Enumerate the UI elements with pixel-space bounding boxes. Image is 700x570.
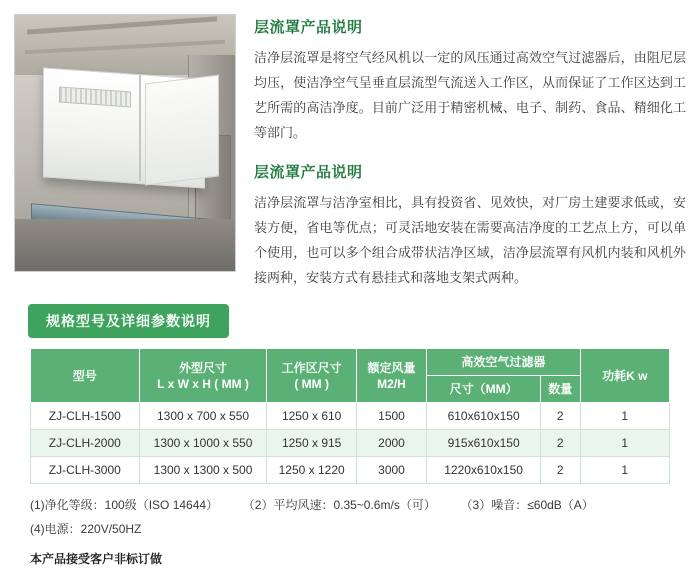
cell-power: 1 <box>580 403 670 430</box>
cell-filter-qty: 2 <box>541 430 580 457</box>
cell-power: 1 <box>580 457 670 484</box>
th-filter-group: 高效空气过滤器 <box>427 349 580 376</box>
cell-model: ZJ-CLH-1500 <box>31 403 140 430</box>
laminar-flow-hood-photo <box>14 14 236 272</box>
cell-outer-size: 1300 x 1300 x 500 <box>139 457 267 484</box>
cell-air-volume: 1500 <box>356 403 426 430</box>
th-work-area <box>267 349 356 403</box>
cell-air-volume: 3000 <box>356 457 426 484</box>
th-air-volume <box>356 349 426 403</box>
th-outer-size <box>139 349 267 403</box>
spec-banner: 规格型号及详细参数说明 <box>28 304 229 338</box>
cell-filter-size: 610x610x150 <box>427 403 541 430</box>
spec-table-head <box>31 349 670 403</box>
description-heading-1: 层流罩产品说明 <box>254 19 363 36</box>
th-air-volume-main: 额定风量 <box>367 360 416 375</box>
note-item-4: (4)电源：220V/50HZ <box>30 522 142 536</box>
notes-line-1 <box>30 494 670 516</box>
cell-filter-size: 915x610x150 <box>427 430 541 457</box>
cell-model: ZJ-CLH-3000 <box>31 457 140 484</box>
photo-hood-side <box>145 74 219 185</box>
cell-air-volume: 2000 <box>356 430 426 457</box>
notes-section <box>0 484 700 570</box>
cell-power: 1 <box>580 430 670 457</box>
description-body-2: 洁净层流罩与洁净室相比，具有投资省、见效快，对厂房土建要求低或，安装方便，省电等优点；可灵活地安装在需要高洁净度的工艺点上方，可以单个使用，也可以多个组合成带状洁净区域，洁净层流罩有风机内装和风机外接两种，安装方式有悬挂式和落地支架式两种。 <box>254 195 686 285</box>
cell-work-area: 1250 x 610 <box>267 403 356 430</box>
spec-table <box>30 348 670 484</box>
notes-footer: 本产品接受客户非标订做 <box>30 552 163 566</box>
table-row <box>31 403 670 430</box>
spec-table-body <box>31 403 670 484</box>
th-outer-size-sub: L x W x H ( MM ) <box>157 376 249 391</box>
spec-table-wrap <box>0 338 700 484</box>
description-heading-2: 层流罩产品说明 <box>254 164 363 181</box>
cell-work-area: 1250 x 1220 <box>267 457 356 484</box>
th-outer-size-main: 外型尺寸 <box>179 360 228 375</box>
table-header-row-1 <box>31 349 670 376</box>
cell-model: ZJ-CLH-2000 <box>31 430 140 457</box>
spec-banner-wrap <box>0 304 700 338</box>
th-air-volume-sub: M2/H <box>377 376 406 391</box>
note-item-1: (1)净化等级：100级（ISO 14644） <box>30 498 219 512</box>
cell-filter-qty: 2 <box>541 457 580 484</box>
table-row <box>31 457 670 484</box>
description-body-1: 洁净层流罩是将空气经风机以一定的风压通过高效空气过滤器后，由阻尼层均压，使洁净空气呈垂直层流型气流送入工作区，从而保证了工作区达到工艺所需的高洁净度。目前广泛用于精密机械、电子、制药、食品、精细化工等部门。 <box>254 50 686 140</box>
notes-line-2 <box>30 518 670 540</box>
description-column <box>236 14 686 290</box>
cell-work-area: 1250 x 915 <box>267 430 356 457</box>
th-power: 功耗K w <box>580 349 670 403</box>
photo-floor <box>15 219 235 271</box>
cell-filter-size: 1220x610x150 <box>427 457 541 484</box>
note-item-2: （2）平均风速：0.35~0.6m/s（可） <box>242 498 436 512</box>
note-item-3: （3）噪音：≤60dB（A） <box>460 498 594 512</box>
cell-outer-size: 1300 x 700 x 550 <box>139 403 267 430</box>
th-filter-size: 尺寸（MM） <box>427 376 541 403</box>
photo-hood-seam <box>139 75 141 181</box>
table-row <box>31 430 670 457</box>
th-work-area-main: 工作区尺寸 <box>281 360 342 375</box>
cell-filter-qty: 2 <box>541 403 580 430</box>
th-filter-qty: 数量 <box>541 376 580 403</box>
cell-outer-size: 1300 x 1000 x 550 <box>139 430 267 457</box>
th-model: 型号 <box>31 349 140 403</box>
th-work-area-sub: ( MM ) <box>294 376 329 391</box>
